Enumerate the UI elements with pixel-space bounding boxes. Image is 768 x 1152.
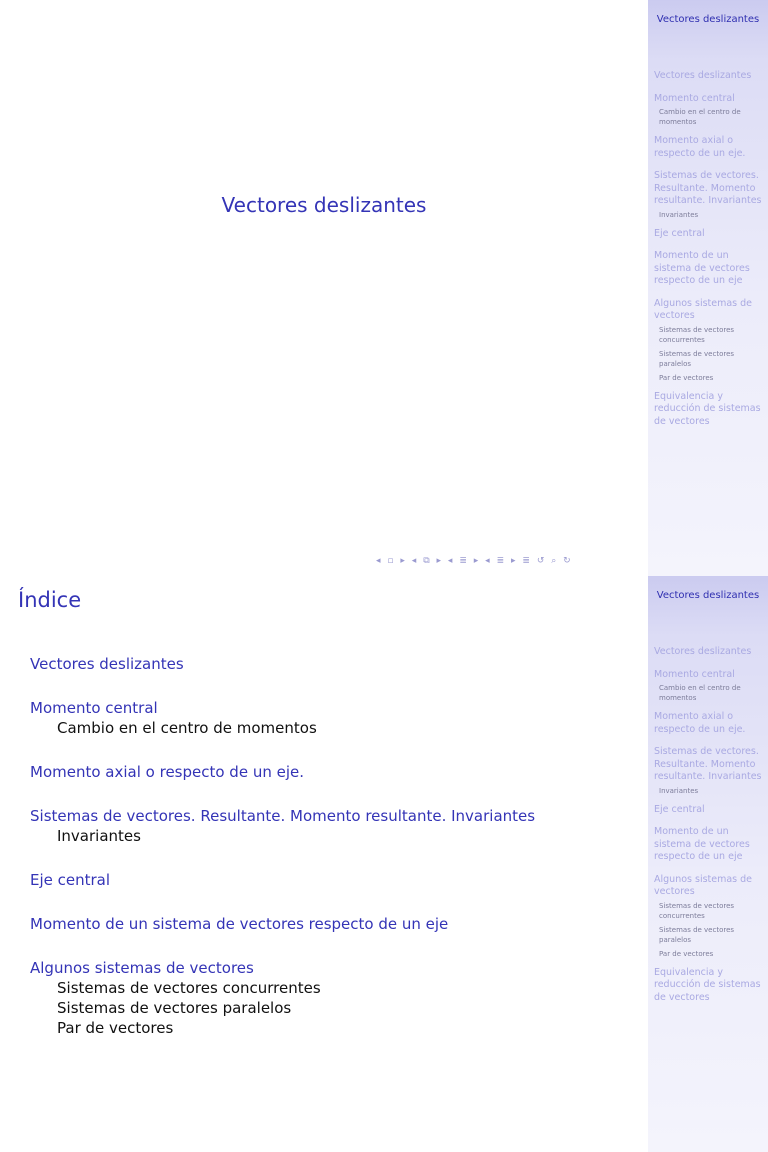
slide-2: [0, 576, 768, 1037]
nav-back-icon[interactable]: ↺: [536, 556, 546, 566]
sidebar-subitem[interactable]: Cambio en el centro de momentos: [659, 108, 741, 126]
sidebar-item[interactable]: Eje central: [654, 227, 705, 239]
sidebar-item[interactable]: Momento central: [654, 92, 735, 104]
nav-next-icon[interactable]: ▸: [436, 556, 443, 566]
sidebar-subitem[interactable]: Sistemas de vectores paralelos: [659, 925, 735, 944]
nav-prev-icon[interactable]: ◂: [376, 556, 382, 566]
sidebar-item[interactable]: Eje central: [654, 803, 705, 815]
nav-search-icon[interactable]: ⌕: [551, 556, 558, 566]
toc-section[interactable]: Eje central: [30, 871, 111, 889]
sidebar-subitem[interactable]: Par de vectores: [659, 949, 714, 958]
nav-next-icon[interactable]: ▸: [400, 556, 406, 566]
sidebar-item[interactable]: Vectores deslizantes: [654, 646, 752, 657]
sidebar-toc: [654, 646, 764, 1014]
sidebar-item[interactable]: Equivalencia y reducción de sistemas de vectores: [654, 966, 761, 1003]
sidebar-item[interactable]: Algunos sistemas de vectores: [654, 297, 753, 321]
sidebar: [648, 576, 768, 1152]
nav-section-icon[interactable]: ≣: [459, 556, 468, 566]
toc-group: [30, 806, 630, 846]
sidebar-subitem[interactable]: Invariantes: [659, 210, 699, 219]
sidebar-subitem[interactable]: Invariantes: [659, 786, 699, 795]
slide-frame: [0, 0, 648, 576]
sidebar-item[interactable]: Momento central: [654, 668, 735, 680]
nav-document-icon[interactable]: ≣: [496, 556, 506, 566]
sidebar-item[interactable]: Sistemas de vectores. Resultante. Momento resultante. Invariantes: [654, 170, 762, 206]
toc-section[interactable]: Sistemas de vectores. Resultante. Momento resultante. Invariantes: [30, 807, 536, 825]
nav-frame-icon[interactable]: ▫: [387, 556, 395, 566]
nav-forward-icon[interactable]: ↻: [563, 556, 572, 566]
sidebar-item[interactable]: Sistemas de vectores. Resultante. Momento resultante. Invariantes: [654, 746, 762, 782]
slide-title: Vectores deslizantes: [221, 193, 427, 217]
sidebar-item[interactable]: Momento de un sistema de vectores respecto de un eje: [654, 826, 750, 862]
toc-subsection[interactable]: Sistemas de vectores concurrentes: [57, 979, 321, 997]
toc-section[interactable]: Algunos sistemas de vectores: [30, 959, 254, 977]
nav-prev-icon[interactable]: ◂: [411, 556, 418, 566]
toc-group: [30, 654, 630, 674]
slide-heading: Índice: [18, 588, 82, 612]
sidebar: [648, 0, 768, 576]
toc-group: [30, 698, 630, 738]
sidebar-item[interactable]: Equivalencia y reducción de sistemas de vectores: [654, 390, 761, 427]
toc-section[interactable]: Momento axial o respecto de un eje.: [30, 763, 304, 781]
toc-subsection[interactable]: Invariantes: [57, 827, 141, 845]
sidebar-item[interactable]: Vectores deslizantes: [654, 70, 752, 81]
sidebar-header[interactable]: Vectores deslizantes: [656, 590, 760, 601]
sidebar-toc: [654, 70, 764, 438]
toc-group: [30, 958, 630, 1038]
sidebar-item[interactable]: Momento axial o respecto de un eje.: [654, 135, 746, 159]
sidebar-item[interactable]: Momento de un sistema de vectores respecto de un eje: [654, 250, 750, 286]
sidebar-subitem[interactable]: Cambio en el centro de momentos: [659, 684, 741, 702]
sidebar-item[interactable]: Momento axial o respecto de un eje.: [654, 711, 746, 735]
sidebar-subitem[interactable]: Sistemas de vectores paralelos: [659, 349, 735, 368]
sidebar-subitem[interactable]: Par de vectores: [659, 373, 714, 382]
navigation-bar[interactable]: [376, 556, 574, 566]
nav-prev-icon[interactable]: ◂: [485, 556, 491, 566]
toc-group: [30, 762, 630, 782]
nav-next-icon[interactable]: ▸: [510, 556, 517, 566]
sidebar-header[interactable]: Vectores deslizantes: [656, 14, 760, 25]
nav-appendix-icon[interactable]: ≣: [522, 556, 531, 566]
toc-group: [30, 870, 630, 890]
nav-next-icon[interactable]: ▸: [473, 556, 480, 566]
toc-subsection[interactable]: Cambio en el centro de momentos: [57, 719, 317, 737]
sidebar-subitem[interactable]: Sistemas de vectores concurrentes: [659, 901, 735, 920]
sidebar-subitem[interactable]: Sistemas de vectores concurrentes: [659, 325, 735, 344]
slide-frame: [0, 576, 648, 1152]
toc-section[interactable]: Momento de un sistema de vectores respecto de un eje: [30, 915, 449, 933]
toc-group: [30, 914, 630, 934]
toc-subsection[interactable]: Sistemas de vectores paralelos: [57, 999, 292, 1017]
nav-prev-icon[interactable]: ◂: [447, 556, 454, 566]
toc-subsection[interactable]: Par de vectores: [57, 1019, 174, 1037]
toc-section[interactable]: Momento central: [30, 699, 158, 717]
sidebar-item[interactable]: Algunos sistemas de vectores: [654, 873, 753, 897]
toc-section[interactable]: Vectores deslizantes: [30, 655, 184, 673]
nav-subsection-icon[interactable]: ⧉: [423, 556, 431, 566]
table-of-contents: [30, 654, 630, 1062]
